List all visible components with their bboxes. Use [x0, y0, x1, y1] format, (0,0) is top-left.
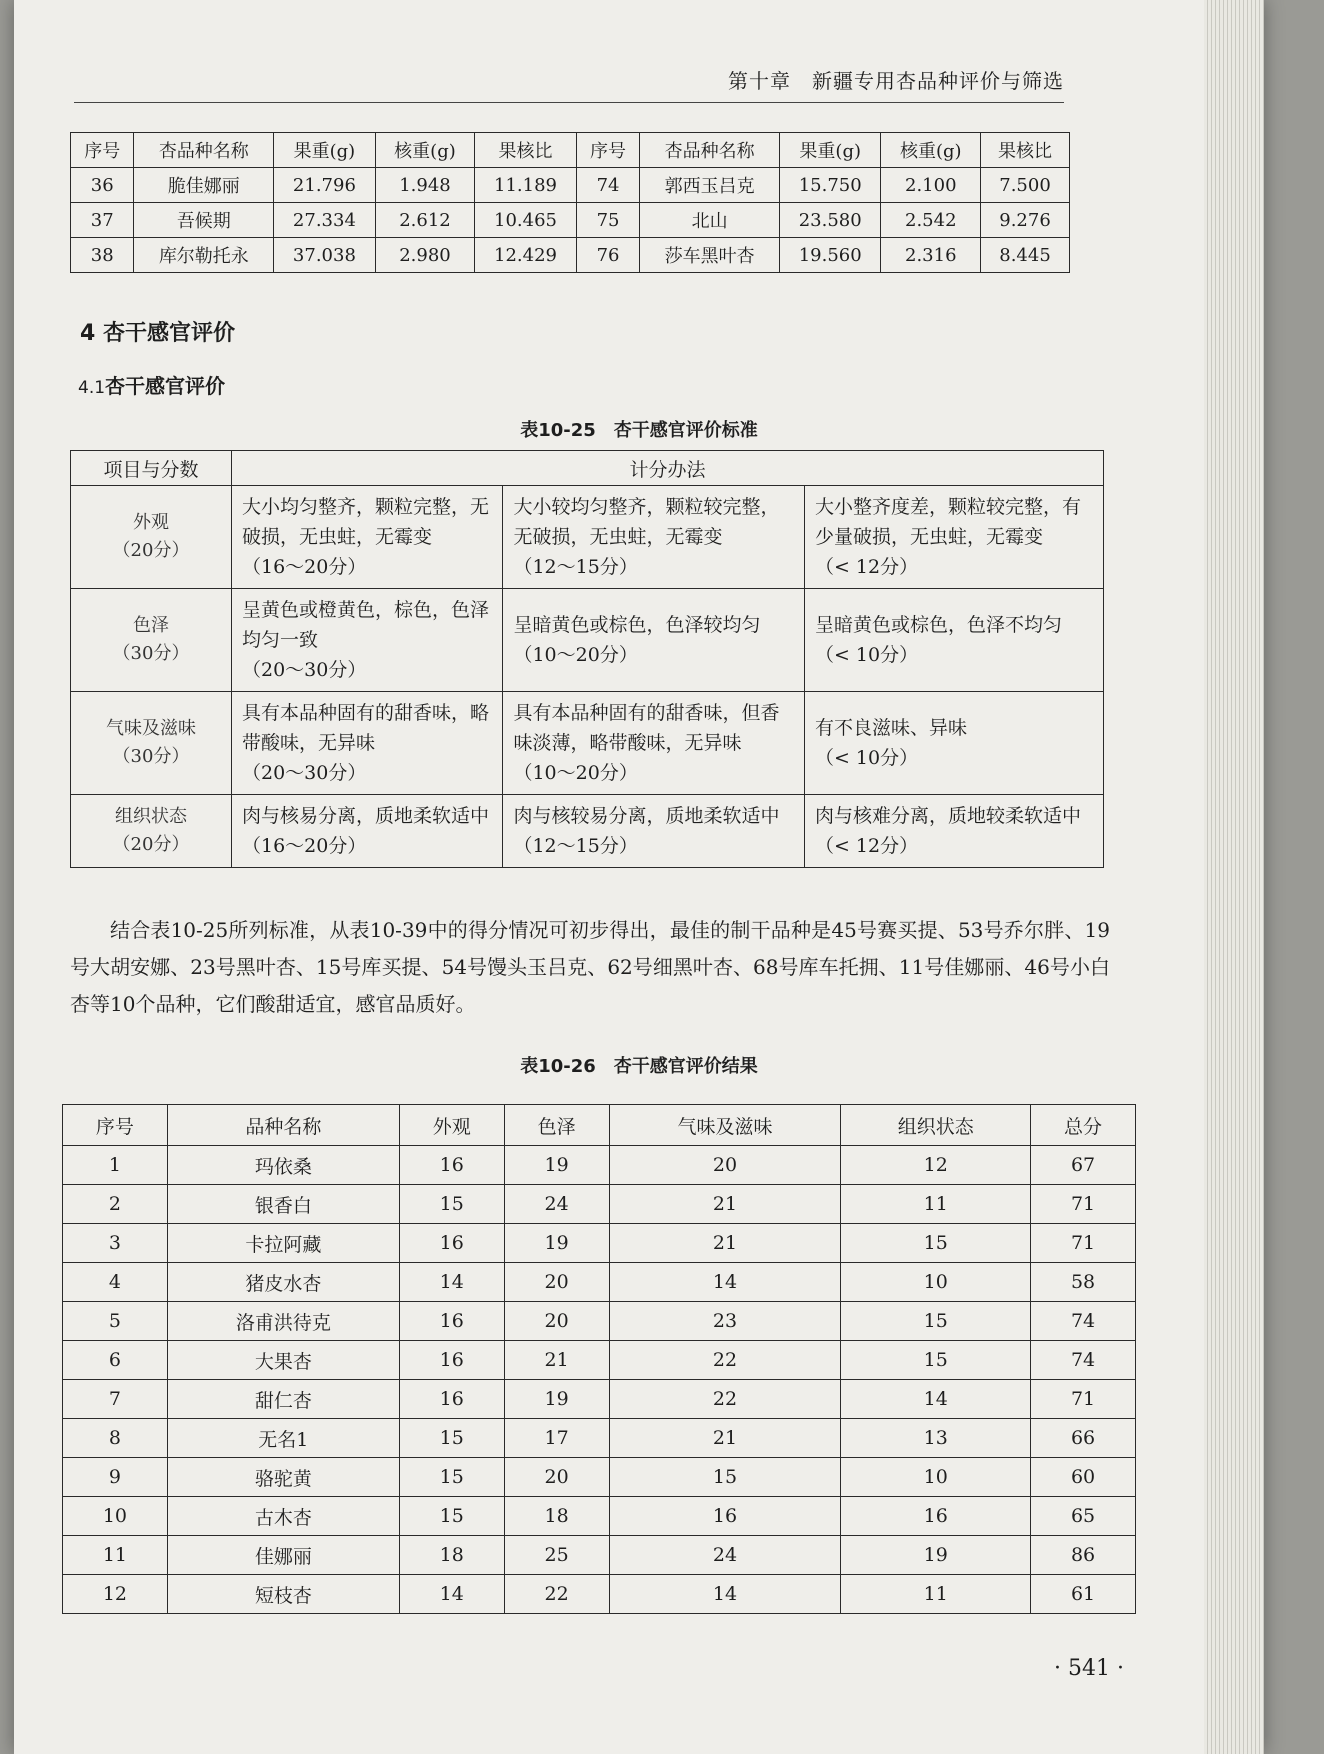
score-range: （< 12分） [814, 835, 919, 857]
score-description: 呈黄色或橙黄色，棕色，色泽均匀一致 [242, 599, 490, 651]
table-cell: 7 [63, 1380, 168, 1419]
table-cell: 71 [1031, 1380, 1136, 1419]
table-cell: 12 [63, 1575, 168, 1614]
header-cell: 序号 [576, 133, 639, 168]
header-cell: 计分办法 [232, 451, 1104, 486]
score-method-cell [503, 692, 804, 795]
score-range: （< 10分） [814, 644, 919, 666]
score-range: （10～20分） [513, 644, 638, 666]
criterion-name: 外观 [133, 512, 169, 533]
table-cell: 16 [399, 1302, 504, 1341]
table-cell: 10 [841, 1458, 1031, 1497]
header-cell: 外观 [399, 1105, 504, 1146]
criterion-points: （30分） [112, 746, 190, 767]
table-cell: 古木杏 [167, 1497, 399, 1536]
score-method-cell [232, 589, 503, 692]
header-cell: 杏品种名称 [134, 133, 274, 168]
table-cell: 74 [1031, 1341, 1136, 1380]
header-cell: 果重(g) [779, 133, 881, 168]
table-cell: 20 [609, 1146, 841, 1185]
header-cell: 项目与分数 [71, 451, 232, 486]
table-cell: 6 [63, 1341, 168, 1380]
table-cell: 8.445 [981, 238, 1070, 273]
table-cell: 22 [609, 1380, 841, 1419]
table-cell: 3 [63, 1224, 168, 1263]
criterion-points: （20分） [112, 540, 190, 561]
table-cell: 58 [1031, 1263, 1136, 1302]
table-cell: 20 [504, 1458, 609, 1497]
score-description: 具有本品种固有的甜香味，但香味淡薄，略带酸味，无异味 [513, 702, 780, 754]
table-cell: 11 [841, 1185, 1031, 1224]
header-cell: 序号 [71, 133, 134, 168]
table-cell: 洛甫洪待克 [167, 1302, 399, 1341]
score-description: 大小整齐度差，颗粒较完整，有少量破损，无虫蛀，无霉变 [814, 496, 1081, 548]
table-row [71, 203, 1070, 238]
criterion-cell [71, 589, 232, 692]
table-cell: 短枝杏 [167, 1575, 399, 1614]
table-cell: 74 [1031, 1302, 1136, 1341]
header-cell: 总分 [1031, 1105, 1136, 1146]
running-header [74, 56, 1064, 103]
table-row [63, 1419, 1136, 1458]
subsection-title: 杏干感官评价 [105, 374, 226, 398]
table-cell: 莎车黑叶杏 [640, 238, 780, 273]
table-cell: 15.750 [779, 168, 881, 203]
criterion-points: （20分） [112, 834, 190, 855]
table-row [63, 1380, 1136, 1419]
table-cell: 13 [841, 1419, 1031, 1458]
table-cell: 76 [576, 238, 639, 273]
table-cell: 22 [504, 1575, 609, 1614]
score-description: 肉与核较易分离，质地柔软适中 [513, 805, 780, 827]
table-row [63, 1263, 1136, 1302]
table-cell: 71 [1031, 1185, 1136, 1224]
table-cell: 14 [399, 1575, 504, 1614]
table-cell: 61 [1031, 1575, 1136, 1614]
table-header-row [71, 451, 1104, 486]
table-cell: 15 [609, 1458, 841, 1497]
score-description: 肉与核难分离，质地较柔软适中 [814, 805, 1081, 827]
table-cell: 10 [841, 1263, 1031, 1302]
criterion-cell [71, 692, 232, 795]
table-cell: 5 [63, 1302, 168, 1341]
table-cell: 16 [399, 1146, 504, 1185]
table-cell: 9 [63, 1458, 168, 1497]
header-cell: 序号 [63, 1105, 168, 1146]
fruit-weight-table [70, 132, 1070, 273]
table-cell: 北山 [640, 203, 780, 238]
table-cell: 21 [609, 1419, 841, 1458]
table-cell: 21 [504, 1341, 609, 1380]
table-cell: 16 [841, 1497, 1031, 1536]
score-description: 有不良滋味、异味 [814, 717, 967, 739]
score-method-cell [804, 795, 1103, 868]
criterion-name: 色泽 [133, 615, 169, 636]
header-cell: 果重(g) [274, 133, 376, 168]
body-paragraph: 结合表10-25所列标准，从表10-39中的得分情况可初步得出，最佳的制干品种是45号赛买提、53号乔尔胖、19号大胡安娜、23号黑叶杏、15号库买提、54号馒头玉吕克、62号细黑叶杏、68号库车托拥、11号佳娜丽、46号小白杏等10个品种，它们酸甜适宜，感官品质好。 [70, 918, 1110, 1016]
table-cell: 10.465 [475, 203, 577, 238]
table-cell: 2 [63, 1185, 168, 1224]
evaluation-result-table [62, 1104, 1136, 1614]
table-cell: 67 [1031, 1146, 1136, 1185]
table-cell: 66 [1031, 1419, 1136, 1458]
table-cell: 71 [1031, 1224, 1136, 1263]
table-cell: 15 [841, 1302, 1031, 1341]
header-title: 新疆专用杏品种评价与筛选 [812, 69, 1064, 93]
criterion-name: 气味及滋味 [106, 718, 196, 739]
header-cell: 核重(g) [375, 133, 475, 168]
score-range: （20～30分） [242, 659, 367, 681]
table-cell: 2.980 [375, 238, 475, 273]
table-cell: 2.612 [375, 203, 475, 238]
table-cell: 74 [576, 168, 639, 203]
section-title: 杏干感官评价 [102, 321, 235, 346]
header-cell: 色泽 [504, 1105, 609, 1146]
table-cell: 37.038 [274, 238, 376, 273]
table-row [63, 1497, 1136, 1536]
header-cell: 品种名称 [167, 1105, 399, 1146]
score-range: （12～15分） [513, 556, 638, 578]
table-cell: 27.334 [274, 203, 376, 238]
table-cell: 21.796 [274, 168, 376, 203]
header-cell: 组织状态 [841, 1105, 1031, 1146]
table-cell: 86 [1031, 1536, 1136, 1575]
table-cell: 2.100 [881, 168, 981, 203]
table-cell: 甜仁杏 [167, 1380, 399, 1419]
score-method-cell [503, 486, 804, 589]
score-description: 大小均匀整齐，颗粒完整，无破损，无虫蛀，无霉变 [242, 496, 490, 548]
table-cell: 19.560 [779, 238, 881, 273]
table-cell: 14 [609, 1575, 841, 1614]
table-cell: 卡拉阿藏 [167, 1224, 399, 1263]
table-cell: 银香白 [167, 1185, 399, 1224]
score-method-cell [232, 692, 503, 795]
table-cell: 15 [399, 1497, 504, 1536]
table-cell: 2.316 [881, 238, 981, 273]
score-description: 呈暗黄色或棕色，色泽较均匀 [513, 614, 761, 636]
table-caption: 表10-25 杏干感官评价标准 [520, 420, 758, 441]
header-text [728, 65, 1064, 94]
table-cell: 佳娜丽 [167, 1536, 399, 1575]
table-cell: 猪皮水杏 [167, 1263, 399, 1302]
table-cell: 36 [71, 168, 134, 203]
table-cell: 25 [504, 1536, 609, 1575]
table-cell: 11 [841, 1575, 1031, 1614]
section-heading [80, 316, 235, 347]
table-cell: 12 [841, 1146, 1031, 1185]
table-cell: 2.542 [881, 203, 981, 238]
score-method-cell [232, 486, 503, 589]
table-cell: 24 [609, 1536, 841, 1575]
table-row [63, 1341, 1136, 1380]
header-cell: 气味及滋味 [609, 1105, 841, 1146]
criterion-name: 组织状态 [115, 806, 187, 827]
table-cell: 38 [71, 238, 134, 273]
table-cell: 18 [399, 1536, 504, 1575]
table-cell: 7.500 [981, 168, 1070, 203]
header-cell: 果核比 [981, 133, 1070, 168]
header-chapter: 第十章 [728, 69, 791, 93]
table-cell: 15 [399, 1185, 504, 1224]
table-cell: 18 [504, 1497, 609, 1536]
table-cell: 23 [609, 1302, 841, 1341]
table-row [63, 1224, 1136, 1263]
score-description: 大小较均匀整齐，颗粒较完整，无破损，无虫蛀，无霉变 [513, 496, 780, 548]
table-cell: 库尔勒托永 [134, 238, 274, 273]
score-method-cell [503, 589, 804, 692]
score-method-cell [804, 486, 1103, 589]
table-cell: 11 [63, 1536, 168, 1575]
table-row [71, 168, 1070, 203]
header-cell: 杏品种名称 [640, 133, 780, 168]
table-cell: 24 [504, 1185, 609, 1224]
table-cell: 23.580 [779, 203, 881, 238]
score-range: （16～20分） [242, 556, 367, 578]
table-cell: 8 [63, 1419, 168, 1458]
evaluation-standard-table [70, 450, 1104, 868]
table-cell: 16 [399, 1224, 504, 1263]
score-method-cell [804, 692, 1103, 795]
score-range: （16～20分） [242, 835, 367, 857]
table-cell: 16 [609, 1497, 841, 1536]
table-cell: 郭西玉吕克 [640, 168, 780, 203]
table-cell: 15 [841, 1341, 1031, 1380]
table-cell: 10 [63, 1497, 168, 1536]
table-cell: 19 [504, 1224, 609, 1263]
header-cell: 核重(g) [881, 133, 981, 168]
score-range: （< 12分） [814, 556, 919, 578]
table-cell: 20 [504, 1263, 609, 1302]
table-caption: 表10-26 杏干感官评价结果 [520, 1056, 758, 1077]
table-cell: 37 [71, 203, 134, 238]
table-cell: 14 [841, 1380, 1031, 1419]
score-method-cell [804, 589, 1103, 692]
table-cell: 19 [841, 1536, 1031, 1575]
table-cell: 16 [399, 1341, 504, 1380]
table-cell: 65 [1031, 1497, 1136, 1536]
table-cell: 9.276 [981, 203, 1070, 238]
table-cell: 14 [609, 1263, 841, 1302]
table-cell: 骆驼黄 [167, 1458, 399, 1497]
table-cell: 15 [399, 1419, 504, 1458]
table-row [63, 1302, 1136, 1341]
table-cell: 15 [841, 1224, 1031, 1263]
table-row [71, 795, 1104, 868]
score-range: （12～15分） [513, 835, 638, 857]
criterion-cell [71, 486, 232, 589]
score-range: （< 10分） [814, 747, 919, 769]
table-row [63, 1146, 1136, 1185]
table-row [71, 486, 1104, 589]
table-cell: 22 [609, 1341, 841, 1380]
table-cell: 11.189 [475, 168, 577, 203]
table-cell: 19 [504, 1146, 609, 1185]
table-row [63, 1185, 1136, 1224]
table-header-row [63, 1105, 1136, 1146]
header-cell: 果核比 [475, 133, 577, 168]
score-description: 呈暗黄色或棕色，色泽不均匀 [814, 614, 1062, 636]
table-row [63, 1575, 1136, 1614]
table-cell: 大果杏 [167, 1341, 399, 1380]
page-number: · 541 · [1054, 1656, 1124, 1681]
page-stack-edge [1204, 0, 1264, 1754]
table-cell: 1 [63, 1146, 168, 1185]
table-cell: 19 [504, 1380, 609, 1419]
score-range: （10～20分） [513, 762, 638, 784]
score-method-cell [232, 795, 503, 868]
table-cell: 吾候期 [134, 203, 274, 238]
table-cell: 无名1 [167, 1419, 399, 1458]
table-cell: 玛依桑 [167, 1146, 399, 1185]
criterion-cell [71, 795, 232, 868]
table-cell: 14 [399, 1263, 504, 1302]
subsection-heading [78, 370, 225, 399]
table-header-row [71, 133, 1070, 168]
table-row [63, 1458, 1136, 1497]
score-description: 具有本品种固有的甜香味，略带酸味，无异味 [242, 702, 490, 754]
subsection-number: 4.1 [78, 378, 106, 398]
table-cell: 21 [609, 1224, 841, 1263]
table-cell: 15 [399, 1458, 504, 1497]
table-row [71, 589, 1104, 692]
table-row [63, 1536, 1136, 1575]
table-cell: 21 [609, 1185, 841, 1224]
table-cell: 20 [504, 1302, 609, 1341]
table-cell: 75 [576, 203, 639, 238]
criterion-points: （30分） [112, 643, 190, 664]
score-method-cell [503, 795, 804, 868]
score-description: 肉与核易分离，质地柔软适中 [242, 805, 490, 827]
section-number: 4 [80, 321, 96, 346]
book-page [14, 0, 1264, 1754]
table-cell: 1.948 [375, 168, 475, 203]
table-cell: 4 [63, 1263, 168, 1302]
table-cell: 60 [1031, 1458, 1136, 1497]
table-row [71, 238, 1070, 273]
table-cell: 17 [504, 1419, 609, 1458]
table-row [71, 692, 1104, 795]
table-cell: 12.429 [475, 238, 577, 273]
table-cell: 脆佳娜丽 [134, 168, 274, 203]
table-cell: 16 [399, 1380, 504, 1419]
score-range: （20～30分） [242, 762, 367, 784]
